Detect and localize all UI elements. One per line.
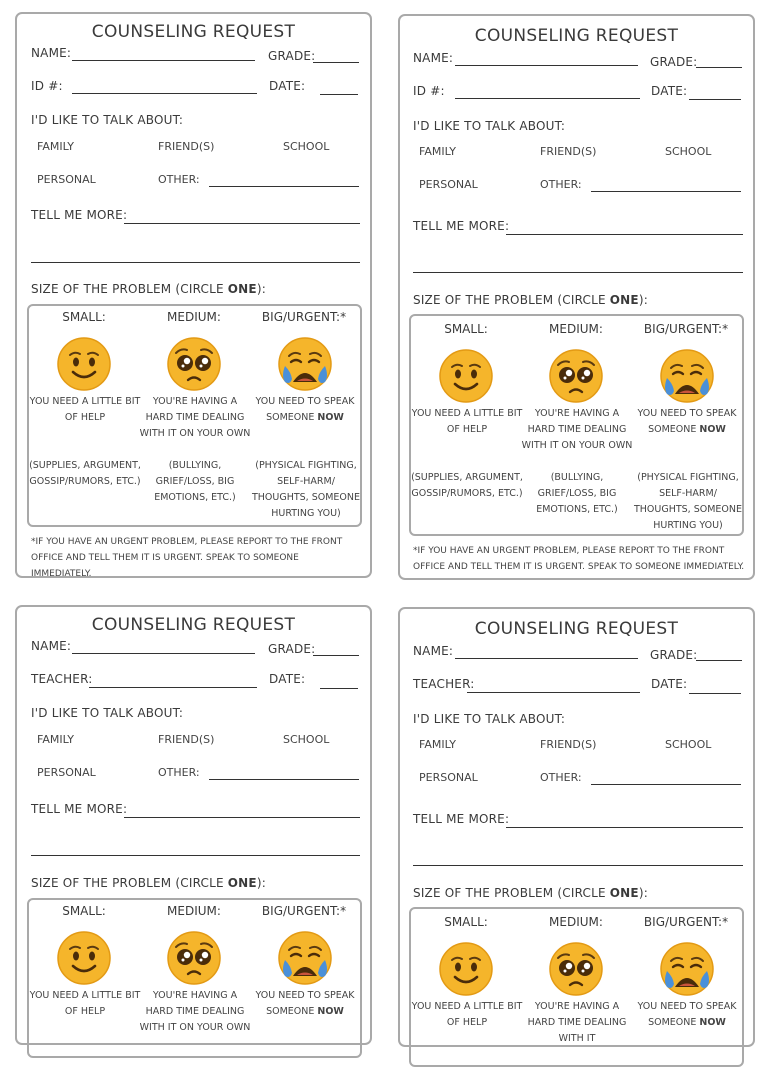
size-medium-description: YOU'RE HAVING A HARD TIME DEALING WITH IT ON YOUR OWN	[139, 990, 251, 1033]
topic-school[interactable]: SCHOOL	[665, 738, 712, 751]
topic-friends[interactable]: FRIEND(S)	[540, 145, 597, 158]
pleading-face-icon[interactable]	[166, 930, 222, 986]
slightly-smiling-face-icon[interactable]	[438, 941, 494, 997]
date-field[interactable]	[689, 99, 741, 100]
size-small-heading[interactable]: SMALL:	[62, 310, 106, 324]
size-big-examples: (PHYSICAL FIGHTING, SELF-HARM/ THOUGHTS, SOMEONE HURTING YOU)	[251, 460, 361, 519]
size-options-box	[409, 907, 744, 1067]
size-small-heading[interactable]: SMALL:	[444, 322, 488, 336]
name-label: NAME:	[413, 51, 454, 65]
topic-other-label: OTHER:	[158, 766, 200, 779]
tell-me-more-field[interactable]	[506, 827, 743, 828]
size-medium-examples: (BULLYING, GRIEF/LOSS, BIG EMOTIONS, ETC.)	[536, 472, 618, 515]
urgent-footnote: *IF YOU HAVE AN URGENT PROBLEM, PLEASE REPORT TO THE FRONT OFFICE AND TELL THEM IT IS URGENT. SPEAK TO SOMEONE IMMEDIATELY.	[31, 537, 343, 579]
topic-friends[interactable]: FRIEND(S)	[540, 738, 597, 751]
id-field[interactable]	[455, 98, 640, 99]
tell-me-more-field[interactable]	[124, 817, 360, 818]
card-title: COUNSELING REQUEST	[474, 26, 679, 46]
crying-face-icon[interactable]	[277, 930, 333, 986]
tell-me-more-label: TELL ME MORE:	[413, 219, 510, 233]
counseling-request-card	[398, 14, 755, 580]
grade-field[interactable]	[313, 655, 359, 656]
other-field[interactable]	[591, 784, 741, 785]
size-big-heading[interactable]: BIG/URGENT:*	[643, 915, 729, 929]
topic-personal[interactable]: PERSONAL	[37, 766, 96, 779]
name-label: NAME:	[31, 639, 72, 653]
topic-family[interactable]: FAMILY	[37, 140, 74, 153]
size-small-examples: (SUPPLIES, ARGUMENT, GOSSIP/RUMORS, ETC.)	[411, 472, 523, 499]
topic-personal[interactable]: PERSONAL	[37, 173, 96, 186]
size-big-description: YOU NEED TO SPEAK SOMEONE NOW	[255, 396, 355, 423]
tell-me-more-line-2[interactable]	[31, 855, 360, 856]
name-label: NAME:	[413, 644, 454, 658]
card-title: COUNSELING REQUEST	[91, 22, 296, 42]
pleading-face-icon[interactable]	[548, 941, 604, 997]
other-field[interactable]	[591, 191, 741, 192]
size-big-description: YOU NEED TO SPEAK SOMEONE NOW	[637, 1001, 737, 1028]
size-medium-heading[interactable]: MEDIUM:	[549, 915, 603, 929]
size-of-problem-label: SIZE OF THE PROBLEM (CIRCLE ONE):	[413, 886, 648, 900]
topic-school[interactable]: SCHOOL	[665, 145, 712, 158]
size-small-heading[interactable]: SMALL:	[62, 904, 106, 918]
teacher-label: TEACHER:	[31, 672, 93, 686]
grade-field[interactable]	[696, 67, 742, 68]
date-field[interactable]	[320, 688, 358, 689]
size-big-heading[interactable]: BIG/URGENT:*	[261, 310, 347, 324]
grade-label: GRADE:	[268, 49, 316, 63]
crying-face-icon[interactable]	[659, 348, 715, 404]
tell-me-more-line-2[interactable]	[413, 865, 743, 866]
topic-friends[interactable]: FRIEND(S)	[158, 733, 215, 746]
name-field[interactable]	[455, 65, 638, 66]
topic-school[interactable]: SCHOOL	[283, 733, 330, 746]
tell-me-more-label: TELL ME MORE:	[31, 802, 128, 816]
size-medium-description: YOU'RE HAVING A HARD TIME DEALING WITH IT ON YOUR OWN	[139, 396, 251, 439]
size-small-description: YOU NEED A LITTLE BIT OF HELP	[29, 990, 141, 1017]
name-field[interactable]	[72, 60, 255, 61]
size-medium-description: YOU'RE HAVING A HARD TIME DEALING WITH IT	[527, 1001, 627, 1044]
topic-school[interactable]: SCHOOL	[283, 140, 330, 153]
tell-me-more-label: TELL ME MORE:	[31, 208, 128, 222]
counseling-request-card	[15, 12, 372, 578]
date-field[interactable]	[320, 94, 358, 95]
tell-me-more-field[interactable]	[124, 223, 360, 224]
size-options-box	[409, 314, 744, 536]
name-label: NAME:	[31, 46, 72, 60]
card-title: COUNSELING REQUEST	[91, 615, 296, 635]
date-field[interactable]	[689, 693, 741, 694]
size-of-problem-label: SIZE OF THE PROBLEM (CIRCLE ONE):	[31, 282, 266, 296]
topic-personal[interactable]: PERSONAL	[419, 771, 478, 784]
topic-other-label: OTHER:	[540, 771, 582, 784]
size-small-description: YOU NEED A LITTLE BIT OF HELP	[411, 1001, 523, 1028]
other-field[interactable]	[209, 186, 359, 187]
pleading-face-icon[interactable]	[548, 348, 604, 404]
size-medium-examples: (BULLYING, GRIEF/LOSS, BIG EMOTIONS, ETC.)	[154, 460, 236, 503]
size-big-description: YOU NEED TO SPEAK SOMEONE NOW	[637, 408, 737, 435]
talk-about-label: I'D LIKE TO TALK ABOUT:	[413, 119, 566, 133]
size-big-examples: (PHYSICAL FIGHTING, SELF-HARM/ THOUGHTS, SOMEONE HURTING YOU)	[633, 472, 743, 531]
tell-me-more-label: TELL ME MORE:	[413, 812, 510, 826]
date-label: DATE:	[269, 672, 306, 686]
grade-label: GRADE:	[650, 55, 698, 69]
size-medium-heading[interactable]: MEDIUM:	[549, 322, 603, 336]
size-of-problem-label: SIZE OF THE PROBLEM (CIRCLE ONE):	[413, 293, 648, 307]
card-title: COUNSELING REQUEST	[474, 619, 679, 639]
slightly-smiling-face-icon[interactable]	[56, 336, 112, 392]
slightly-smiling-face-icon[interactable]	[438, 348, 494, 404]
size-medium-description: YOU'RE HAVING A HARD TIME DEALING WITH IT ON YOUR OWN	[521, 408, 633, 451]
size-options-box	[27, 304, 362, 527]
tell-me-more-line-2[interactable]	[413, 272, 743, 273]
talk-about-label: I'D LIKE TO TALK ABOUT:	[31, 706, 184, 720]
teacher-label: TEACHER:	[413, 677, 475, 691]
date-label: DATE:	[651, 84, 688, 98]
size-small-heading[interactable]: SMALL:	[444, 915, 488, 929]
topic-other-label: OTHER:	[158, 173, 200, 186]
date-label: DATE:	[651, 677, 688, 691]
name-field[interactable]	[72, 653, 255, 654]
size-options-box	[27, 898, 362, 1058]
teacher-field[interactable]	[89, 687, 257, 688]
counseling-request-card	[398, 607, 755, 1047]
urgent-footnote: *IF YOU HAVE AN URGENT PROBLEM, PLEASE REPORT TO THE FRONT OFFICE AND TELL THEM IT IS URGENT. SPEAK TO SOMEONE IMMEDIATELY.	[413, 546, 745, 572]
size-medium-heading[interactable]: MEDIUM:	[167, 310, 221, 324]
crying-face-icon[interactable]	[277, 336, 333, 392]
id-label: ID #:	[31, 79, 63, 93]
other-field[interactable]	[209, 779, 359, 780]
name-field[interactable]	[455, 658, 638, 659]
teacher-field[interactable]	[467, 692, 640, 693]
tell-me-more-field[interactable]	[506, 234, 743, 235]
date-label: DATE:	[269, 79, 306, 93]
id-label: ID #:	[413, 84, 445, 98]
topic-other-label: OTHER:	[540, 178, 582, 191]
size-small-description: YOU NEED A LITTLE BIT OF HELP	[29, 396, 141, 423]
grade-field[interactable]	[696, 660, 742, 661]
grade-field[interactable]	[313, 62, 359, 63]
size-big-description: YOU NEED TO SPEAK SOMEONE NOW	[255, 990, 355, 1017]
size-small-description: YOU NEED A LITTLE BIT OF HELP	[411, 408, 523, 435]
size-medium-heading[interactable]: MEDIUM:	[167, 904, 221, 918]
counseling-request-card	[15, 605, 372, 1045]
grade-label: GRADE:	[650, 648, 698, 662]
topic-personal[interactable]: PERSONAL	[419, 178, 478, 191]
slightly-smiling-face-icon[interactable]	[56, 930, 112, 986]
id-field[interactable]	[72, 93, 257, 94]
crying-face-icon[interactable]	[659, 941, 715, 997]
size-small-examples: (SUPPLIES, ARGUMENT, GOSSIP/RUMORS, ETC.)	[29, 460, 141, 487]
size-big-heading[interactable]: BIG/URGENT:*	[643, 322, 729, 336]
topic-friends[interactable]: FRIEND(S)	[158, 140, 215, 153]
topic-family[interactable]: FAMILY	[37, 733, 74, 746]
topic-family[interactable]: FAMILY	[419, 738, 456, 751]
size-of-problem-label: SIZE OF THE PROBLEM (CIRCLE ONE):	[31, 876, 266, 890]
topic-family[interactable]: FAMILY	[419, 145, 456, 158]
pleading-face-icon[interactable]	[166, 336, 222, 392]
size-big-heading[interactable]: BIG/URGENT:*	[261, 904, 347, 918]
talk-about-label: I'D LIKE TO TALK ABOUT:	[31, 113, 184, 127]
talk-about-label: I'D LIKE TO TALK ABOUT:	[413, 712, 566, 726]
tell-me-more-line-2[interactable]	[31, 262, 360, 263]
grade-label: GRADE:	[268, 642, 316, 656]
